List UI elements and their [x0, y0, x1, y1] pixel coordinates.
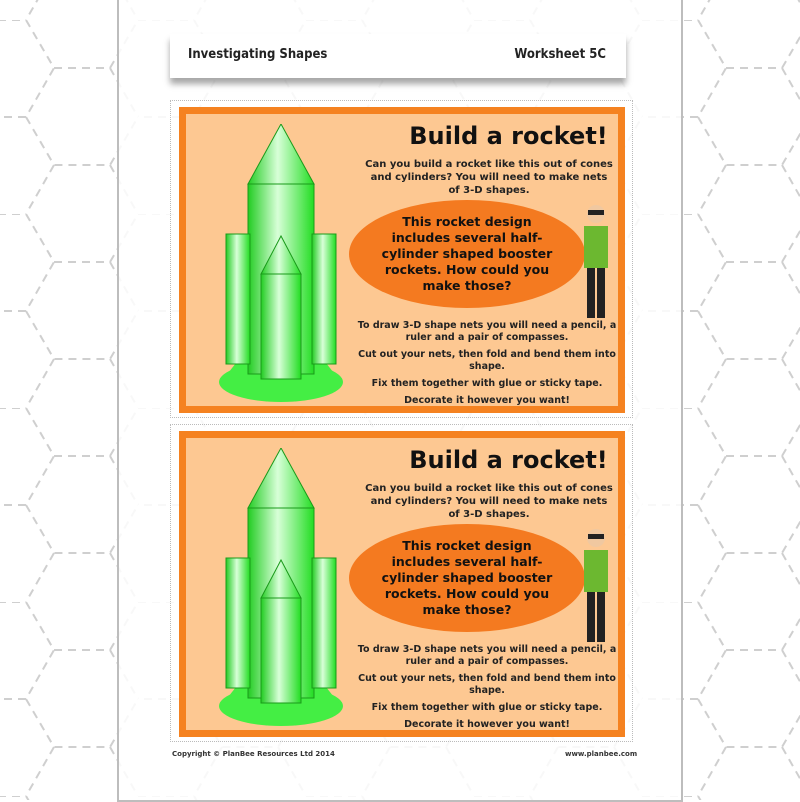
- instruction-step: Fix them together with glue or sticky tape.: [371, 702, 603, 713]
- rocket-illustration: [206, 448, 356, 738]
- card-intro: Can you build a rocket like this out of cones and cylinders? You will need to make nets of 3-D shapes.: [365, 483, 613, 520]
- instruction-step: Decorate it however you want!: [404, 395, 570, 406]
- website-link: www.planbee.com: [565, 750, 638, 758]
- worksheet-number: Worksheet 5C: [514, 47, 606, 62]
- instruction-step: Fix them together with glue or sticky tape.: [371, 378, 603, 389]
- instruction-step: Cut out your nets, then fold and bend them into shape.: [358, 673, 616, 696]
- instruction-step: To draw 3-D shape nets you will need a pencil, a ruler and a pair of compasses.: [357, 644, 617, 667]
- instructions: [356, 320, 618, 412]
- instruction-step: Cut out your nets, then fold and bend them into shape.: [358, 349, 616, 372]
- rocket-card-2: [170, 424, 633, 742]
- copyright: Copyright © PlanBee Resources Ltd 2014: [172, 750, 335, 758]
- card-title: Build a rocket!: [409, 122, 608, 150]
- worksheet-header: [170, 34, 626, 78]
- instruction-step: Decorate it however you want!: [404, 719, 570, 730]
- teacher-figure-icon: [578, 526, 614, 646]
- rocket-card-1: [170, 100, 633, 418]
- instructions: [356, 644, 618, 736]
- header-title: Investigating Shapes: [188, 47, 328, 62]
- card-intro: Can you build a rocket like this out of cones and cylinders? You will need to make nets of 3-D shapes.: [365, 159, 613, 196]
- instruction-step: To draw 3-D shape nets you will need a pencil, a ruler and a pair of compasses.: [357, 320, 617, 343]
- card-title: Build a rocket!: [409, 446, 608, 474]
- rocket-illustration: [206, 124, 356, 414]
- speech-bubble: This rocket design includes several half-cylinder shaped booster rockets. How could you make those?: [349, 200, 585, 308]
- speech-bubble: This rocket design includes several half-cylinder shaped booster rockets. How could you make those?: [349, 524, 585, 632]
- teacher-figure-icon: [578, 202, 614, 322]
